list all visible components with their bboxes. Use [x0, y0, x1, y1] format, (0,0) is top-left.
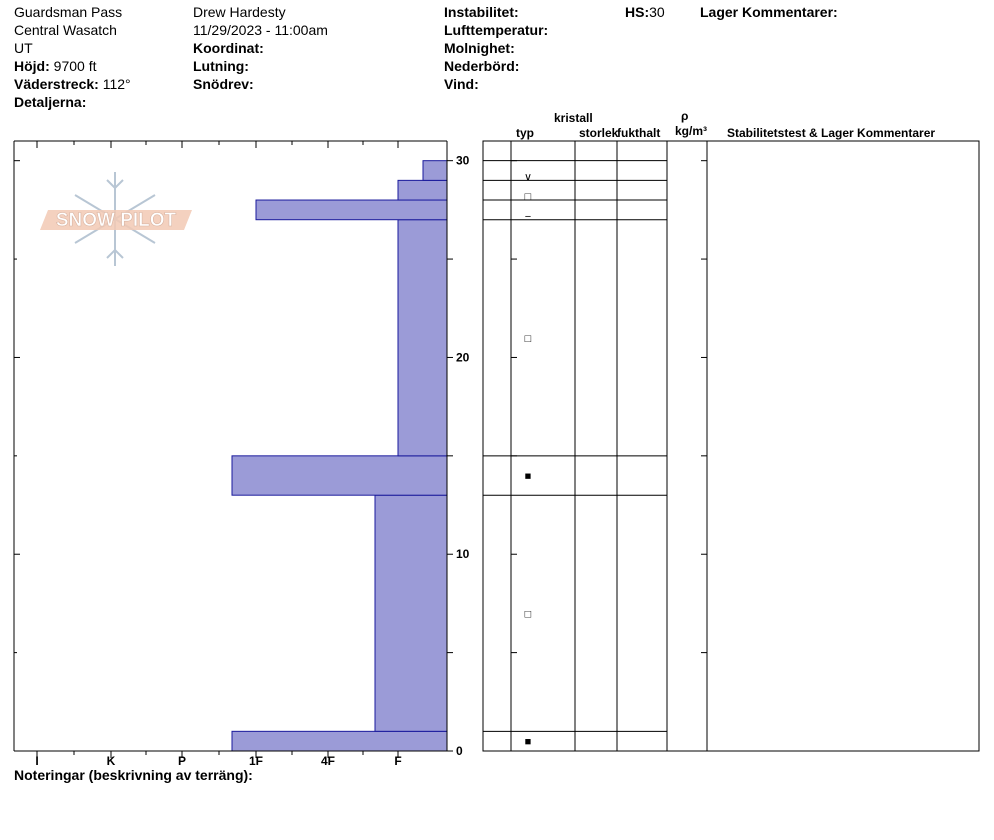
depth-label-30: 30 [456, 153, 470, 168]
hardness-label-I: I [35, 754, 39, 768]
aspect-label: Väderstreck: [14, 76, 99, 92]
snowpilot-logo [40, 172, 192, 266]
depth-label-20: 20 [456, 350, 470, 365]
grain-symbol-3: □ [524, 332, 532, 345]
grain-symbol-2: ■ [524, 470, 532, 483]
location-name: Guardsman Pass [14, 4, 123, 20]
layer-comments-label: Lager Kommentarer: [700, 4, 838, 20]
crystal-header: kristall [554, 111, 593, 125]
hardness-bar-4 [256, 200, 447, 220]
density-rho-header: ρ [681, 109, 689, 123]
grain-symbol-4: − [524, 210, 532, 223]
precip-label: Nederbörd: [444, 58, 520, 74]
hs-label: HS: [625, 4, 650, 20]
coordinate-label: Koordinat: [193, 40, 264, 56]
grain-symbol-5: □ [524, 191, 532, 204]
hardness-label-4F: 4F [320, 754, 336, 768]
slope-label: Lutning: [193, 58, 249, 74]
elevation-value: 9700 ft [53, 58, 97, 74]
depth-label-10: 10 [456, 547, 470, 562]
region-name: Central Wasatch [14, 22, 117, 38]
layer-table-frame [483, 141, 979, 751]
depth-label-0: 0 [456, 744, 463, 758]
hardness-bar-1 [375, 495, 447, 731]
hardness-label-K: K [106, 754, 116, 768]
observer-name: Drew Hardesty [193, 4, 286, 20]
grain-symbol-0: ■ [524, 736, 532, 749]
stability-header: Stabilitetstest & Lager Kommentarer [727, 126, 936, 140]
air-temp-label: Lufttemperatur: [444, 22, 549, 38]
grain-symbol-6: ∨ [523, 171, 533, 184]
hs-value: 30 [649, 4, 665, 20]
hardness-label-F: F [394, 754, 402, 768]
type-header: typ [516, 126, 534, 140]
moisture-header: fukthalt [617, 126, 661, 140]
notes-label: Noteringar (beskrivning av terräng): [14, 767, 253, 783]
hardness-bar-5 [398, 180, 447, 200]
observation-datetime: 11/29/2023 - 11:00am [193, 22, 328, 38]
wind-label: Vind: [444, 76, 479, 92]
aspect-value: 112° [102, 76, 131, 92]
elevation-label: Höjd: [14, 58, 50, 74]
state-name: UT [14, 40, 33, 56]
size-header: storlek [579, 126, 619, 140]
hardness-bar-0 [232, 731, 447, 751]
instability-label: Instabilitet: [444, 4, 519, 20]
hardness-bar-3 [398, 220, 447, 456]
grain-symbol-1: □ [524, 608, 532, 621]
drift-label: Snödrev: [193, 76, 254, 92]
details-label: Detaljerna: [14, 94, 87, 110]
sky-label: Molnighet: [444, 40, 515, 56]
logo-text: SNOW PILOT [55, 210, 177, 231]
hardness-bar-6 [423, 161, 447, 181]
density-unit-header: kg/m³ [675, 124, 708, 138]
hardness-bar-2 [232, 456, 447, 495]
hardness-label-P: P [177, 754, 187, 768]
hardness-label-1F: 1F [248, 754, 264, 768]
